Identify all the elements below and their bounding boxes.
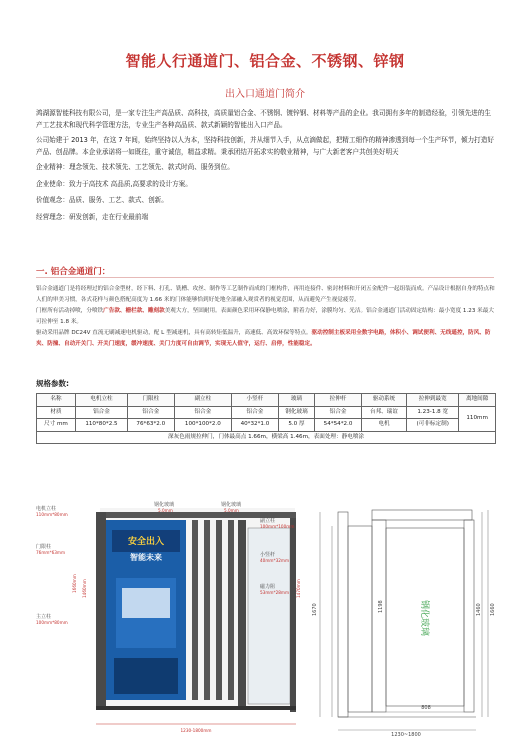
label-glass-top: 钢化玻璃 (154, 502, 175, 508)
company-philosophy: 经营理念：研发创新，走在行业最前端 (36, 212, 149, 221)
label-height-1460: 1460mm (82, 579, 87, 598)
section-paragraph-1: 铝合金通道门是将经理过的铝合金型材，经下料、打孔、铣槽、攻丝、制作等工艺制作而成的门框构件，再用连接件、密封材料和开闭五金配件一起组装而成。产品设计根据自身的特点和人们的审美习惯，各式花样与颜色搭配高度为 1.66 米的门体能够恰到好处地全部融入观赏者的视觉范围，从而避免产生视觉疲劳。 (36, 286, 495, 303)
company-mission: 企业使命：致力于高技术 高品质,高要求的设计方案。 (36, 179, 192, 188)
label-side-post: 副立柱 (260, 518, 276, 524)
label-height-1470: 1470mm (296, 579, 301, 598)
section-paragraph-2 (36, 306, 496, 328)
label-limit-post: 门限柱 (36, 544, 52, 550)
section-p2-rest: 美观大方，坚固耐用。表面颜色采用环保静电喷涂，附着力好，涂膜均匀、光洁。铝合金通道门活动固定结构：最小宽度 1.23 米最大可拉伸至 1.8 米。 (36, 308, 494, 325)
gate-photo (96, 508, 296, 712)
spec-cell: 材质 (37, 406, 76, 419)
page-title: 智能人行通道门、铝合金、不锈钢、锌钢 (125, 52, 405, 70)
label-limit-post-size: 76mm*63mm (36, 550, 66, 555)
label-magnet-size: 53mm*28mm (260, 590, 290, 595)
label-glass-top-size: 5.0mm (158, 508, 173, 513)
spec-header-cell: 名称 (37, 394, 76, 407)
spec-cell: 铝合金 (75, 406, 127, 419)
section-p3-highlight: 驱动控制主板采用全数字电路，体积小、调试便利、无线遥控，防风、防夹、防撞、自动开关门、开关门速度，缓冲速度、关门力度可自由调节，实现无人值守，运行、启停，性能稳定。 (36, 330, 491, 347)
section-p2-highlight: 广告款、栅栏款、雕刻款 (103, 308, 165, 314)
spec-note-row (37, 431, 496, 444)
company-spirit: 企业精神：理念领先、技术领先、工艺领先、款式时尚、服务到位。 (36, 163, 234, 171)
label-side-post-size: 100mm*100mm (260, 524, 295, 529)
spec-table (36, 393, 496, 444)
dim-1670: 1670 (312, 603, 318, 616)
label-motor-post-size: 110mm*80mm (36, 512, 68, 517)
spec-cell: 尺寸 mm (37, 419, 76, 432)
spec-header-cell: 副立柱 (174, 394, 232, 407)
section-p2-text: 门框所有活动掉喷，分喷铁 (36, 308, 104, 314)
label-glass-thk: 5.0mm (224, 508, 239, 513)
dim-1660: 1660 (490, 603, 496, 616)
spec-header-row (37, 394, 496, 407)
label-height-1660: 1660mm (72, 574, 77, 593)
label-magnet: 磁力阻 (260, 584, 276, 590)
spec-header-cell: 拉伸到最宽 (407, 394, 459, 407)
intro-paragraph-1: 鸿湖源智能科技有限公司，是一家专注生产高品质、高科技，高质量铝合金、不锈钢、镀锌钢、材料等产品的企业。我司拥有多年的制造经验，引领先进的生产工艺技术和现代科学管理方法，专业生产各种高品质、款式新颖的智能出入口产品。 (36, 109, 491, 129)
intro-paragraph-2: 公司始建于 2013 年，在这 7 年间，始终坚持以人为本，坚持科技创新，并从细节入手，从点滴做起，把精工细作的精神渗透到每一个生产环节，倾力打造好产品、创品牌。本企业承诺将一如既往，重守诚信，精益求精。秉承团结开拓求实的敬业精神，与广大新老客户共创美好明天 (36, 136, 494, 156)
spec-cell: 1.23-1.8 宽 (407, 406, 459, 419)
spec-size-row (37, 419, 496, 432)
dim-808: 808 (421, 705, 431, 711)
spec-cell: 电机 (361, 419, 406, 432)
dim-1198: 1198 (378, 600, 384, 613)
spec-material-row (37, 406, 496, 419)
spec-cell: 台邦、瑞谊 (361, 406, 406, 419)
spec-label: 规格参数: (36, 379, 69, 388)
spec-cell: 110*80*2.5 (75, 419, 127, 432)
label-main-post-size: 100mm*80mm (36, 620, 68, 625)
spec-cell: 铝合金 (128, 406, 175, 419)
dim-1460: 1460 (476, 603, 482, 616)
label-main-post: 主立柱 (36, 614, 52, 620)
spec-cell: 铝合金 (232, 406, 279, 419)
spec-header-cell: 门限柱 (128, 394, 175, 407)
label-width: 1230-1800mm (180, 728, 212, 733)
spec-cell: 100*100*2.0 (174, 419, 232, 432)
spec-cell: 40*32*1.0 (232, 419, 279, 432)
spec-header-cell: 玻璃 (278, 394, 315, 407)
section-p3-text: 驱动采用品牌 DC24V 直流无刷减速电机驱动，配 L 型减速机，具有高转矩低温升，高速低、高效环保等特点。 (36, 330, 312, 336)
page-subtitle: 出入口通道门简介 (225, 89, 305, 100)
spec-cell: 铝合金 (174, 406, 232, 419)
company-values: 价值观念：品质、服务、工艺、款式、创新。 (36, 196, 168, 204)
spec-header-cell: 小竖杆 (232, 394, 279, 407)
spec-note-cell: 深灰色雨规拉伸门，门体最高点 1.66m，横梁高 1.46m，表面处理：静电喷涂 (37, 431, 496, 444)
gate-diagram (36, 498, 496, 738)
advert-line-2: 智能未来 (130, 553, 162, 562)
spec-cell: 钢化玻璃 (278, 406, 315, 419)
spec-cell: 76*63*2.0 (128, 419, 175, 432)
company-intro (36, 108, 496, 228)
section-paragraph-3 (36, 328, 496, 350)
advert-line-1: 安全出入 (127, 537, 165, 547)
section-body (36, 284, 496, 350)
label-drawing-glass: 钢化玻璃 (419, 599, 429, 637)
gate-technical-drawing (320, 510, 488, 730)
label-small-rod: 小竖杆 (260, 552, 276, 558)
spec-cell: 铝合金 (315, 406, 362, 419)
label-tempered-glass: 钢化玻璃 (221, 502, 242, 508)
spec-header-cell: 拉伸杆 (315, 394, 362, 407)
dim-width: 1230~1800 (391, 732, 421, 738)
spec-header-cell: 电机立柱 (75, 394, 127, 407)
label-motor-post: 电机立柱 (36, 506, 57, 512)
spec-cell: 54*54*2.0 (315, 419, 362, 432)
section-heading: 一. 铝合金通道门： (36, 267, 111, 277)
spec-cell: 5.0 厚 (278, 419, 315, 432)
spec-cell: 110mm (459, 406, 496, 431)
spec-header-cell: 离地间隙 (459, 394, 496, 407)
section-divider (36, 277, 494, 278)
spec-cell: (可非标定制) (407, 419, 459, 432)
spec-header-cell: 驱动系统 (361, 394, 406, 407)
label-small-rod-size: 40mm*32mm (260, 558, 290, 563)
